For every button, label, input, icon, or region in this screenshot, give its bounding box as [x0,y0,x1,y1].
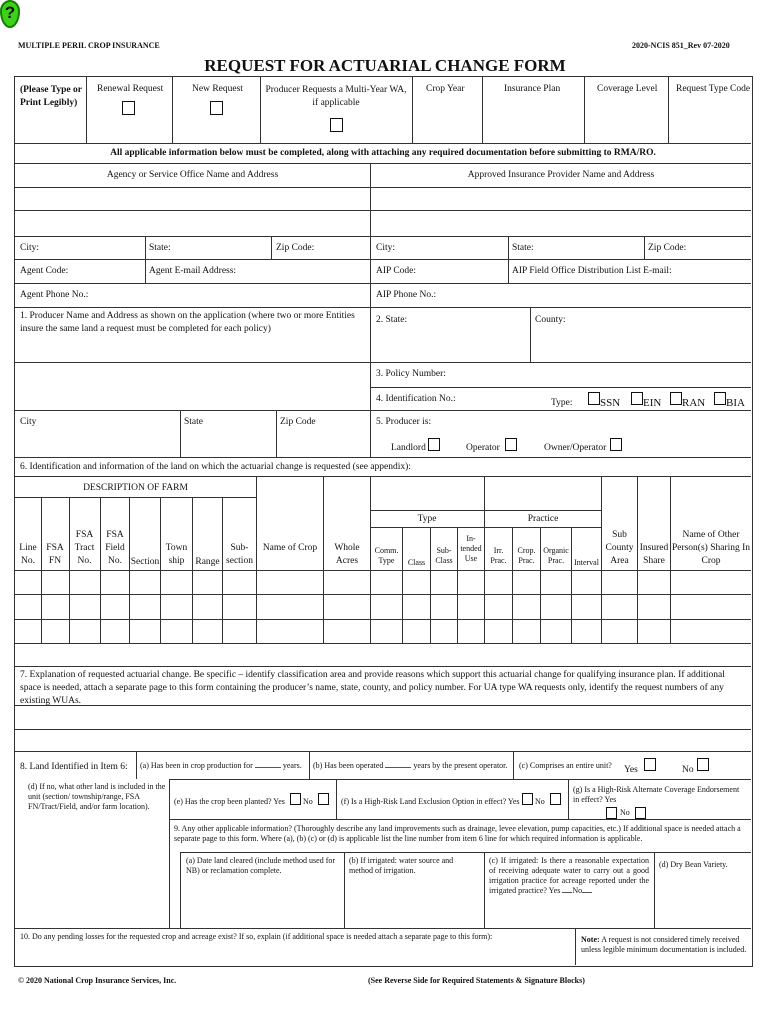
aip-email-label: AIP Field Office Distribution List E-mail: [512,266,672,276]
agent-code-label: Agent Code: [20,266,69,276]
item4-label: 4. Identification No.: [376,394,456,404]
multi-year-label: Producer Requests a Multi-Year WA, if applicable [265,85,407,108]
header-right: 2020-NCIS 851_Rev 07-2020 [632,41,730,50]
ran-label: RAN [682,397,706,409]
aip-city-label: City: [376,243,396,253]
item8-label: 8. Land Identified in Item 6: [20,762,128,772]
footer-copyright: © 2020 National Crop Insurance Services, Inc. [18,976,177,985]
th-crop: Name of Crop [262,543,318,553]
th-fsa-tract: FSA Tract No. [74,530,95,566]
item8g-no-checkbox[interactable] [635,807,646,819]
desc-farm-label: DESCRIPTION OF FARM [83,483,188,493]
th-subsection: Sub-section [226,543,253,566]
item7-input[interactable] [15,706,751,751]
note-label: Note: [581,935,600,944]
item9c-label [489,856,649,896]
aip-heading: Approved Insurance Provider Name and Address [467,170,655,180]
agency-zip-label: Zip Code: [276,243,315,253]
table-row[interactable] [15,595,751,619]
item8e-no-label: No [303,797,313,806]
producer-city-label: City [20,417,37,427]
note [581,935,747,955]
item9d-label: (d) Dry Bean Variety. [659,860,728,869]
aip-zip-label: Zip Code: [648,243,687,253]
th-fsa-fn: FSA FN [46,543,64,566]
th-fsa-field: FSA Field No. [105,530,125,566]
agency-city-label: City: [20,243,40,253]
th-subclass: Sub-Class [435,546,453,565]
agency-heading: Agency or Service Office Name and Address [106,170,279,180]
please-type-label: (Please Type or Print Legibly) [20,85,82,108]
item9c-text: (c) If irrigated: Is there a reasonable expectation of receiving adequate water to carry out a good irrigation practice for acreage reported under the irrigated practice? Yes [489,856,649,895]
insurance-plan-label: Insurance Plan [504,84,561,94]
new-request-label: New Request [192,84,243,94]
th-range: Range [195,557,220,567]
table-row[interactable] [15,620,751,643]
item2-county-label: County: [535,315,566,325]
th-intended-use: In-tended Use [460,534,482,563]
item1-label: 1. Producer Name and Address as shown on the application (where two or more Entities insure the same land a request must be completed for each policy) [20,311,355,334]
bia-label: BIA [726,397,745,409]
operator-label: Operator [466,443,500,453]
item8b-field[interactable] [385,767,411,768]
th-township: Town ship [165,543,188,566]
type-group-label: Type [417,514,437,524]
item4-type-label: Type: [551,398,573,408]
multi-year-checkbox[interactable] [330,118,343,132]
item8c-yes-label: Yes [624,765,638,775]
help-icon[interactable] [0,0,20,28]
item5-label: 5. Producer is: [376,417,432,427]
item8b-label [313,761,507,771]
header-left: MULTIPLE PERIL CROP INSURANCE [18,41,160,50]
th-comm-type: Comm. Type [374,546,399,565]
ssn-checkbox[interactable] [588,392,600,405]
agency-state-label: State: [149,243,171,253]
item7-label: 7. Explanation of requested actuarial change. Be specific – identify classification area and provide reasons which support this actuarial change for qualifying insurance plan. If additional space is needed, attach a separate page to this form containing the producer’s name, state, county, and policy number. For UA type WA requests only, identify the request numbers of any existing WUAs. [20,670,725,706]
th-sub-county: Sub County Area [605,530,634,566]
item8b-text: (b) Has been operated [313,761,384,770]
th-line-no: Line No. [19,543,37,566]
landlord-label: Landlord [391,443,426,453]
notice: All applicable information below must be completed, along with attaching any required documentation before submitting to RMA/RO. [110,148,656,158]
item8e-no-checkbox[interactable] [318,793,329,805]
item8f-no-label: No [535,797,545,806]
ein-checkbox[interactable] [631,392,643,405]
item8e-label: (e) Has the crop been planted? Yes [174,797,285,806]
item2-state-label: 2. State: [376,315,408,325]
owner-operator-checkbox[interactable] [610,438,622,451]
th-class: Class [407,558,426,567]
th-crop-prac: Crop. Prac. [517,546,536,565]
landlord-checkbox[interactable] [428,438,440,451]
item8e-yes-checkbox[interactable] [290,793,301,805]
crop-year-label: Crop Year [426,84,465,94]
aip-code-label: AIP Code: [376,266,417,276]
agent-email-label: Agent E-mail Address: [149,266,237,276]
item9b-label: (b) If irrigated: water source and method of irrigation. [349,856,454,875]
new-request-checkbox[interactable] [210,101,223,115]
help-badge-glyph: ? [4,3,16,22]
th-organic-prac: Organic Prac. [543,546,569,565]
item8c-yes-checkbox[interactable] [644,758,656,771]
aip-state-label: State: [512,243,534,253]
form-title: REQUEST FOR ACTUARIAL CHANGE FORM [204,56,566,75]
item3-label: 3. Policy Number: [376,369,446,379]
th-others: Name of Other Person(s) Sharing In Crop [671,530,751,566]
practice-group-label: Practice [527,514,559,524]
item9c-no-field[interactable] [582,892,592,893]
producer-zip-label: Zip Code [280,417,316,427]
item8f-yes-checkbox[interactable] [522,793,533,805]
item8a-tail: years. [282,761,302,770]
item8c-no-label: No [682,765,694,775]
th-irr-prac: Irr. Prac. [490,546,507,565]
producer-state-label: State [184,417,203,427]
bia-checkbox[interactable] [714,392,726,405]
item8g-yes-checkbox[interactable] [606,807,617,819]
table-row[interactable] [15,571,751,594]
item10-label: 10. Do any pending losses for the requested crop and acreage exist? If so, explain (if additional space is needed attach a separate page to this form): [20,932,493,941]
ssn-label: SSN [600,397,621,409]
item8c-no-checkbox[interactable] [697,758,709,771]
request-type-label: Request Type Code [676,84,751,94]
item8a-label [140,761,302,771]
th-insured-share: Insured Share [639,543,669,566]
th-section: Section [130,557,160,567]
item8b-tail: years by the present operator. [413,761,508,770]
item9a-label: (a) Date land cleared (include method used for NB) or reclamation complete. [186,856,336,875]
note-text: A request is not considered timely received unless legible minimum documentation is included. [581,935,747,954]
owner-operator-label: Owner/Operator [544,443,607,453]
ein-label: EIN [643,397,662,409]
item9-label: 9. Any other applicable information? (Thoroughly describe any land improvements such as drainage, levee elevation, pump capacities, etc.) If additional space is needed attach a separate page to this form. Where (a), (b) (c) or (d) is applicable list the line number from item 6 line for which required information is applicable. [174,824,741,843]
operator-checkbox[interactable] [505,438,517,451]
aip-phone-label: AIP Phone No.: [376,290,437,300]
item9c-yes-field[interactable] [562,892,572,893]
item8d-label: (d) If no, what other land is included in the unit (section/ township/range, FSA FN/Tract/Field, and/or farm location). [28,782,166,811]
footer-reverse: (See Reverse Side for Required Statements & Signature Blocks) [368,976,585,985]
item6-label: 6. Identification and information of the land on which the actuarial change is requested (see appendix): [20,462,411,472]
renewal-checkbox[interactable] [122,101,135,115]
agent-phone-label: Agent Phone No.: [20,290,89,300]
item8c-label: (c) Comprises an entire unit? [519,761,612,770]
coverage-level-label: Coverage Level [597,84,658,94]
item8f-label: (f) Is a High-Risk Land Exclusion Option in effect? Yes [341,797,520,806]
item8f-no-checkbox[interactable] [550,793,561,805]
ran-checkbox[interactable] [670,392,682,405]
item8g-no-label: No [620,808,630,817]
item8g-label: (g) Is a High-Risk Alternate Coverage Endorsement in effect? Yes [573,785,740,804]
renewal-label: Renewal Request [97,84,164,94]
item8a-text: (a) Has been in crop production for [140,761,253,770]
item8a-field[interactable] [255,767,281,768]
th-interval: Interval [574,558,599,567]
item9c-no-label: No [572,886,583,895]
th-acres: Whole Acres [334,543,360,566]
